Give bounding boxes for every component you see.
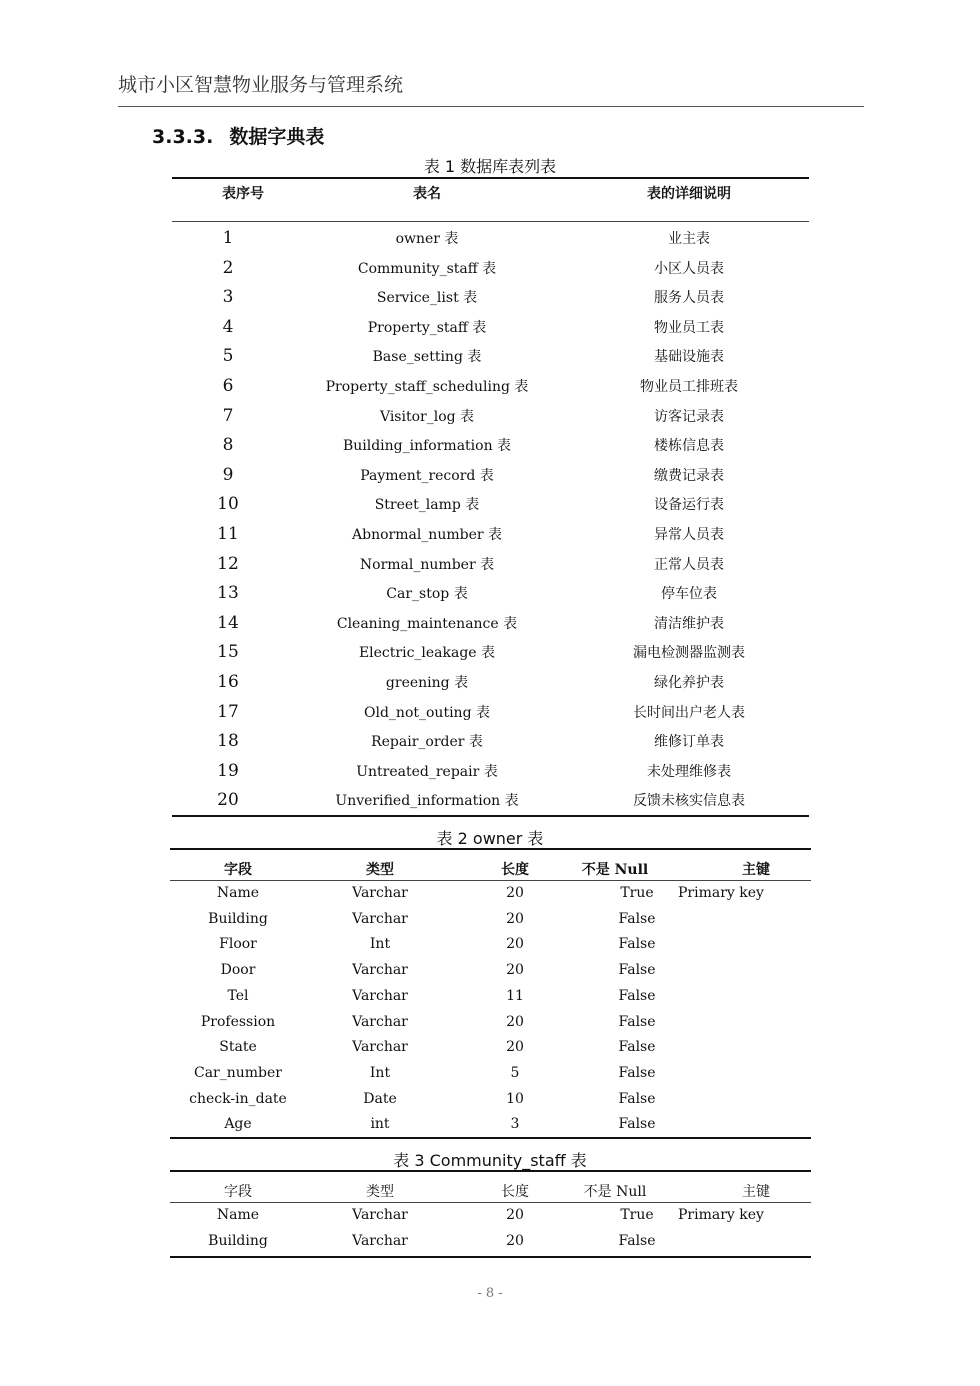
table2-cell-length: 20 (506, 936, 524, 953)
table1-cell-description: 基础设施表 (654, 349, 724, 366)
table2-caption: 表 2 owner 表 (436, 829, 544, 848)
table3-column-header: 主键 (742, 1184, 770, 1200)
table1-cell-name: Building_information 表 (342, 438, 512, 455)
section-number: 3.3.3. (152, 126, 214, 148)
table2-cell-field: Door (220, 962, 256, 979)
table1-cell-name: Abnormal_number 表 (351, 527, 503, 543)
table1-cell-name: Community_staff 表 (357, 260, 497, 277)
table3-column-header: 字段 (224, 1184, 252, 1200)
table1-cell-index: 20 (217, 790, 239, 811)
table1-cell-name: Visitor_log 表 (379, 408, 475, 425)
document-header-title: 城市小区智慧物业服务与管理系统 (118, 74, 404, 96)
table1-cell-name: owner 表 (395, 231, 459, 247)
table1-header-rule (172, 221, 809, 222)
table1-cell-description: 物业员工表 (654, 319, 724, 336)
table2-column-header: 不是 Null (581, 862, 649, 878)
table2-cell-not-null: False (618, 962, 656, 979)
table3-cell-primary-key: Primary key (678, 1207, 764, 1223)
table3-cell-length: 20 (506, 1207, 524, 1223)
table1-cell-description: 正常人员表 (654, 556, 724, 573)
table2-cell-field: State (219, 1039, 257, 1056)
table2-cell-not-null: False (618, 1039, 656, 1056)
table1-cell-index: 11 (217, 524, 239, 544)
table2-cell-type: Varchar (352, 962, 408, 979)
table3-cell-not-null: True (620, 1207, 654, 1223)
table2-cell-type: Varchar (352, 1013, 408, 1030)
table2-cell-field: Age (224, 1116, 252, 1133)
table1-cell-description: 清洁维护表 (654, 615, 724, 632)
table2-column-header: 主键 (742, 862, 770, 878)
table3-column-header: 长度 (501, 1184, 529, 1200)
table2-cell-length: 5 (510, 1064, 520, 1081)
table2-cell-field: check-in_date (189, 1090, 287, 1107)
table2-cell-length: 10 (506, 1090, 524, 1107)
table2-cell-not-null: False (618, 910, 656, 927)
table2-column-header: 类型 (366, 862, 394, 878)
table1-cell-index: 14 (217, 612, 239, 633)
table1-bottom-rule (172, 815, 809, 817)
table1-column-header: 表序号 (222, 186, 264, 202)
table1-cell-description: 维修订单表 (654, 734, 724, 751)
table1-cell-name: Electric_leakage 表 (358, 645, 496, 662)
table1-cell-index: 4 (222, 316, 234, 337)
table2-cell-type: Varchar (352, 910, 408, 927)
table3-cell-length: 20 (506, 1232, 524, 1249)
table1-column-header: 表名 (413, 186, 441, 202)
table1-cell-name: Car_stop 表 (386, 586, 468, 603)
table1-cell-name: Normal_number 表 (359, 556, 495, 573)
table1-cell-description: 长时间出户老人表 (633, 704, 745, 721)
table1-cell-index: 8 (222, 435, 234, 456)
table3-bottom-rule (170, 1256, 811, 1258)
table1-cell-description: 访客记录表 (654, 408, 724, 425)
table1-cell-description: 设备运行表 (654, 497, 724, 514)
table2-cell-not-null: False (618, 1116, 656, 1133)
table1-cell-index: 18 (217, 731, 239, 752)
table1-cell-description: 业主表 (668, 231, 710, 247)
table2-column-header: 字段 (224, 862, 252, 878)
table1-top-rule (172, 177, 809, 179)
table2-cell-not-null: True (620, 885, 654, 901)
table2-cell-field: Building (208, 910, 268, 927)
table1-cell-index: 13 (217, 583, 239, 604)
table2-column-header: 长度 (501, 862, 529, 878)
table2-cell-field: Floor (219, 936, 257, 953)
table2-cell-type: Varchar (352, 1039, 408, 1056)
table2-cell-length: 3 (510, 1116, 520, 1133)
table1-cell-index: 12 (217, 553, 239, 574)
table2-header-rule (170, 880, 811, 881)
table2-cell-length: 20 (506, 885, 524, 901)
table2-cell-type: Varchar (352, 885, 408, 901)
table2-cell-length: 20 (506, 1013, 524, 1030)
table1-cell-index: 2 (222, 257, 234, 278)
table3-column-header: 类型 (366, 1184, 394, 1200)
table1-cell-name: Property_staff_scheduling 表 (325, 379, 529, 395)
table2-cell-length: 20 (506, 1039, 524, 1056)
table2-cell-not-null: False (618, 1090, 656, 1107)
table2-cell-length: 11 (506, 987, 524, 1004)
table2-top-rule (170, 848, 811, 850)
table3-column-header: 不是 Null (583, 1184, 647, 1200)
table2-cell-field: Profession (200, 1013, 276, 1030)
table2-cell-type: Int (369, 936, 391, 953)
table2-cell-primary-key: Primary key (678, 885, 764, 901)
table2-cell-not-null: False (618, 1064, 656, 1081)
table1-cell-index: 10 (217, 494, 239, 515)
table3-top-rule (170, 1170, 811, 1172)
table2-cell-type: Int (369, 1064, 391, 1081)
table1-cell-description: 服务人员表 (654, 290, 724, 307)
table2-cell-field: Car_number (194, 1064, 282, 1081)
table1-cell-index: 5 (222, 346, 234, 367)
table1-cell-index: 19 (217, 760, 239, 781)
table1-cell-description: 异常人员表 (654, 527, 724, 543)
table2-cell-field: Tel (227, 987, 249, 1004)
table2-cell-type: Varchar (352, 987, 408, 1004)
table3-header-rule (170, 1202, 811, 1203)
table2-cell-length: 20 (506, 962, 524, 979)
table3-cell-field: Building (208, 1232, 268, 1249)
table2-cell-not-null: False (618, 936, 656, 953)
table2-bottom-rule (170, 1137, 811, 1139)
table3-caption: 表 3 Community_staff 表 (393, 1151, 587, 1170)
table3-cell-type: Varchar (352, 1232, 408, 1249)
table1-cell-index: 16 (217, 672, 239, 692)
section-heading (152, 122, 324, 149)
table1-cell-name: Service_list 表 (376, 290, 478, 307)
table3-cell-not-null: False (618, 1232, 656, 1249)
table1-cell-description: 物业员工排班表 (640, 379, 738, 395)
table1-cell-description: 反馈未核实信息表 (633, 793, 745, 810)
table1-cell-index: 6 (222, 376, 234, 396)
table1-caption: 表 1 数据库表列表 (423, 157, 557, 176)
table1-cell-index: 3 (222, 287, 234, 308)
table1-cell-description: 小区人员表 (654, 260, 724, 277)
table1-cell-name: Repair_order 表 (371, 734, 483, 751)
table1-cell-name: Cleaning_maintenance 表 (336, 615, 518, 632)
table1-cell-name: greening 表 (385, 675, 469, 691)
table1-cell-index: 17 (217, 701, 239, 722)
section-title: 数据字典表 (229, 126, 325, 148)
table1-cell-index: 9 (222, 464, 234, 485)
table1-cell-description: 缴费记录表 (654, 467, 724, 484)
table2-cell-not-null: False (618, 1013, 656, 1030)
table1-cell-description: 绿化养护表 (654, 675, 724, 691)
table1-cell-name: Street_lamp 表 (374, 497, 480, 514)
table1-column-header: 表的详细说明 (647, 186, 731, 202)
table1-cell-name: Base_setting 表 (372, 349, 482, 366)
table1-cell-index: 7 (222, 405, 234, 426)
table1-cell-description: 停车位表 (661, 586, 717, 603)
table1-cell-description: 未处理维修表 (647, 763, 731, 780)
table2-cell-field: Name (216, 885, 260, 901)
table3-cell-type: Varchar (352, 1207, 408, 1223)
table1-cell-name: Property_staff 表 (367, 319, 487, 336)
table1-cell-name: Unverified_information 表 (335, 793, 519, 810)
header-divider (118, 106, 864, 107)
table3-cell-field: Name (216, 1207, 260, 1223)
table2-cell-type: Date (363, 1090, 397, 1107)
table2-cell-type: int (370, 1116, 390, 1133)
page-number: - 8 - (477, 1286, 503, 1301)
table1-cell-name: Payment_record 表 (360, 467, 494, 484)
table1-cell-description: 楼栋信息表 (654, 438, 724, 455)
table2-cell-length: 20 (506, 910, 524, 927)
table1-cell-index: 1 (222, 228, 234, 248)
table1-cell-description: 漏电检测器监测表 (633, 645, 745, 662)
table1-cell-name: Untreated_repair 表 (356, 763, 498, 780)
table1-cell-name: Old_not_outing 表 (364, 704, 490, 721)
table1-cell-index: 15 (217, 642, 239, 663)
table2-cell-not-null: False (618, 987, 656, 1004)
